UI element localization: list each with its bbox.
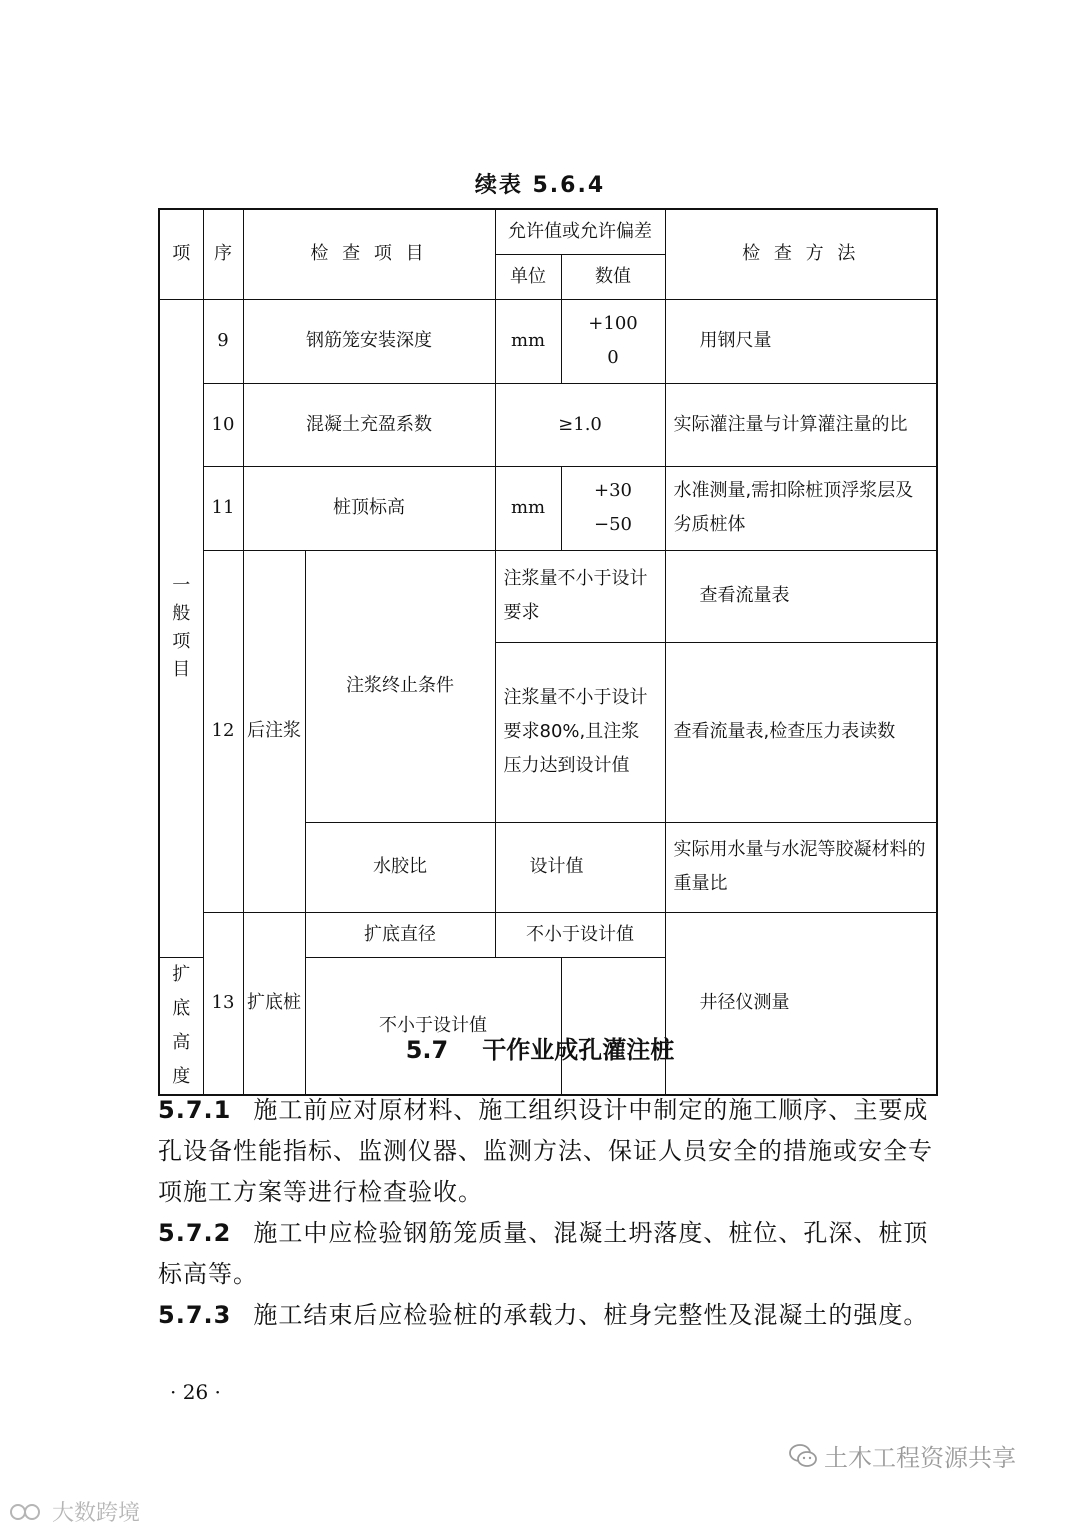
row-method: 井径仪测量 (665, 912, 937, 1095)
row-item: 钢筋笼安装深度 (243, 299, 495, 383)
row-value: ≥1.0 (495, 383, 665, 466)
table-row (159, 383, 937, 466)
inspection-table (158, 208, 938, 1096)
row-item: 注浆终止条件 (305, 550, 495, 822)
section-heading: 5.7 干作业成孔灌注桩 (405, 1036, 675, 1064)
row-method: 查看流量表,检查压力表读数 (665, 642, 937, 822)
row-unit: mm (495, 466, 561, 550)
row-item: 混凝土充盈系数 (243, 383, 495, 466)
header-seq: 序 (203, 209, 243, 299)
header-allowance: 允许值或允许偏差 (495, 209, 665, 254)
table-row (159, 912, 937, 957)
header-value: 数值 (561, 254, 665, 299)
row-group: 后注浆 (243, 550, 305, 912)
row-method: 查看流量表 (665, 550, 937, 642)
row-value: 设计值 (495, 822, 665, 912)
row-unit: mm (495, 299, 561, 383)
header-unit: 单位 (495, 254, 561, 299)
group-label: 一 般 项 目 (159, 299, 203, 957)
row-item: 水胶比 (305, 822, 495, 912)
table-row (159, 299, 937, 383)
row-value: 不小于设计值 (495, 912, 665, 957)
brand-logo-icon (8, 1501, 48, 1523)
page-number: · 26 · (170, 1380, 221, 1404)
header-item: 项 (159, 209, 203, 299)
row-value: 注浆量不小于设计要求80%,且注浆压力达到设计值 (495, 642, 665, 822)
row-value: +100 0 (561, 299, 665, 383)
clause-5-7-3: 5.7.3 施工结束后应检验桩的承载力、桩身完整性及混凝土的强度。 (158, 1301, 929, 1329)
row-seq: 13 (203, 912, 243, 1095)
row-seq: 10 (203, 383, 243, 466)
table-caption: 续表 5.6.4 (474, 173, 606, 198)
row-group: 扩底桩 (243, 912, 305, 1095)
row-value: +30 −50 (561, 466, 665, 550)
header-method: 检 查 方 法 (665, 209, 937, 299)
row-seq: 11 (203, 466, 243, 550)
watermark-right: 土木工程资源共享 (788, 1438, 1016, 1473)
clause-5-7-1: 5.7.1 施工前应对原材料、施工组织设计中制定的施工顺序、主要成孔设备性能指标、监测仪器、监测方法、保证人员安全的措施或安全专项施工方案等进行检查验收。 (158, 1096, 933, 1206)
row-item: 桩顶标高 (243, 466, 495, 550)
clause-5-7-2: 5.7.2 施工中应检验钢筋笼质量、混凝土坍落度、桩位、孔深、桩顶标高等。 (158, 1219, 929, 1288)
row-value: 不小于设计值 (305, 957, 561, 1095)
table-row (159, 466, 937, 550)
row-value: 注浆量不小于设计要求 (495, 550, 665, 642)
wechat-icon (788, 1443, 818, 1469)
table-row (159, 550, 937, 642)
row-item: 扩底高度 (159, 957, 203, 1095)
row-method: 实际用水量与水泥等胶凝材料的重量比 (665, 822, 937, 912)
row-item: 扩底直径 (305, 912, 495, 957)
watermark-left: 大数跨境 (8, 1496, 140, 1527)
row-seq: 12 (203, 550, 243, 912)
row-seq: 9 (203, 299, 243, 383)
row-method: 实际灌注量与计算灌注量的比 (665, 383, 937, 466)
header-check-item: 检 查 项 目 (243, 209, 495, 299)
row-method: 水准测量,需扣除桩顶浮浆层及劣质桩体 (665, 466, 937, 550)
row-method: 用钢尺量 (665, 299, 937, 383)
